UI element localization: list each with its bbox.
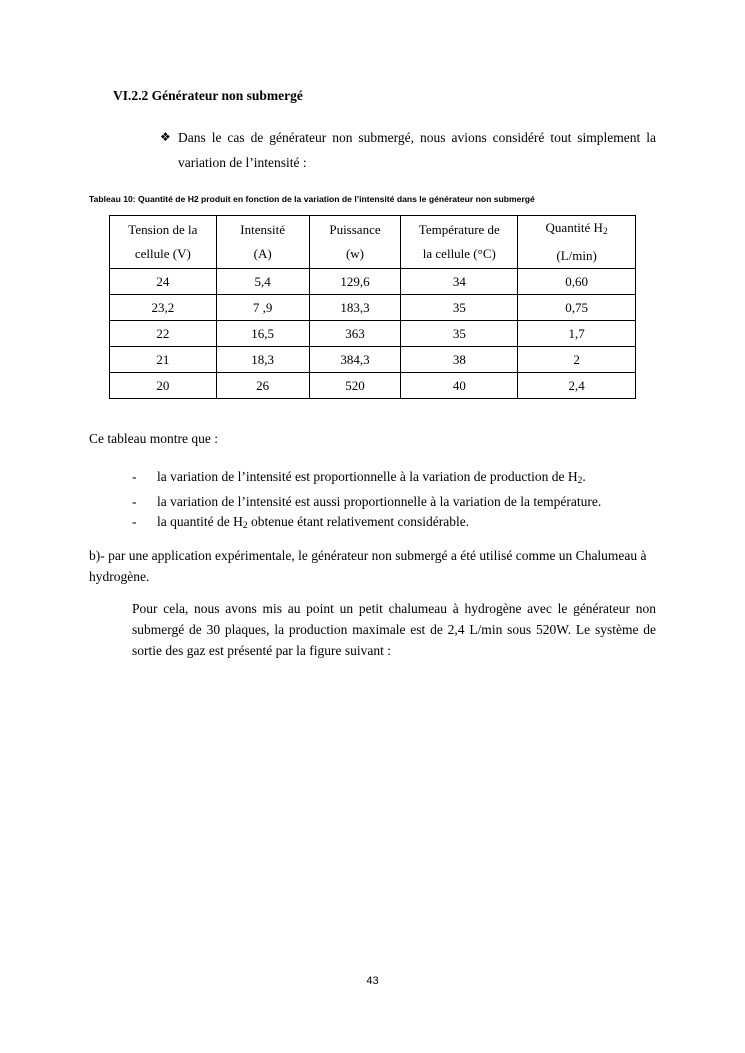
- table-cell: 2,4: [518, 373, 636, 399]
- header-cell: [518, 216, 636, 269]
- header-cell: [401, 216, 518, 269]
- subscript: 2: [242, 521, 248, 531]
- table-row: [110, 373, 636, 399]
- dash-bullet-icon: -: [132, 514, 137, 529]
- table-cell: 35: [401, 321, 518, 347]
- list-item: [125, 512, 665, 537]
- table-cell: 129,6: [309, 269, 401, 295]
- subscript: 2: [577, 476, 583, 486]
- table-cell: 18,3: [216, 347, 309, 373]
- header-line: (w): [345, 246, 364, 261]
- table-row: [110, 269, 636, 295]
- table-cell: 1,7: [518, 321, 636, 347]
- table-row: [110, 347, 636, 373]
- table-cell: 0,75: [518, 295, 636, 321]
- table-cell: 38: [401, 347, 518, 373]
- table-cell: 2: [518, 347, 636, 373]
- bullet-text: Dans le cas de générateur non submergé, nous avions considéré tout simplement la variation de l’intensité :: [178, 130, 656, 170]
- table-cell: 520: [309, 373, 401, 399]
- table-cell: 24: [110, 269, 217, 295]
- table-cell: 26: [216, 373, 309, 399]
- table-row: [110, 321, 636, 347]
- table-cell: 384,3: [309, 347, 401, 373]
- dash-list: [125, 467, 665, 537]
- table-row: [110, 295, 636, 321]
- header-line: Tension de la: [128, 222, 198, 237]
- header-cell: [216, 216, 309, 269]
- list-text: .: [582, 469, 586, 484]
- table-cell: 363: [309, 321, 401, 347]
- list-text: la quantité de H: [157, 514, 243, 529]
- table-cell: 40: [401, 373, 518, 399]
- table-header-row: [110, 216, 636, 269]
- table-cell: 183,3: [309, 295, 401, 321]
- dash-bullet-icon: -: [132, 469, 137, 484]
- header-line: cellule (V): [134, 246, 191, 261]
- intro-text: Ce tableau montre que :: [89, 431, 218, 446]
- table-cell: 20: [110, 373, 217, 399]
- bullet-paragraph: [160, 125, 656, 175]
- diamond-bullet-icon: ❖: [160, 130, 171, 144]
- page-number: 43: [366, 975, 379, 987]
- list-text: obtenue étant relativement considérable.: [247, 514, 470, 529]
- header-line: Température de: [418, 222, 500, 237]
- section-heading: VI.2.2 Générateur non submergé: [113, 88, 303, 103]
- list-item: [125, 467, 665, 492]
- table-cell: 34: [401, 269, 518, 295]
- table-cell: 23,2: [110, 295, 217, 321]
- header-line: Quantité H: [545, 220, 603, 235]
- paragraph-c: Pour cela, nous avons mis au point un petit chalumeau à hydrogène avec le générateur non submergé de 30 plaques, la production maximale est de 2,4 L/min sous 520W. Le système de sortie des gaz est présenté par la figure suivant :: [132, 601, 656, 658]
- header-line: (A): [253, 246, 272, 261]
- table-cell: 5,4: [216, 269, 309, 295]
- table-caption: Tableau 10: Quantité de H2 produit en fonction de la variation de l’intensité dans le générateur non submergé: [89, 194, 535, 204]
- data-table: [109, 215, 636, 399]
- table-cell: 0,60: [518, 269, 636, 295]
- subscript: 2: [602, 227, 608, 237]
- header-line: (L/min): [556, 248, 597, 263]
- header-cell: [309, 216, 401, 269]
- header-cell: [110, 216, 217, 269]
- table-cell: 7 ,9: [216, 295, 309, 321]
- table-cell: 35: [401, 295, 518, 321]
- list-item: [125, 492, 665, 513]
- table-cell: 16,5: [216, 321, 309, 347]
- dash-bullet-icon: -: [132, 493, 137, 509]
- list-text: la variation de l’intensité est proportionnelle à la variation de production de H: [157, 469, 578, 484]
- header-line: Puissance: [329, 222, 381, 237]
- list-text: la variation de l’intensité est aussi proportionnelle à la variation de la température.: [157, 493, 602, 509]
- header-line: la cellule (°C): [422, 246, 496, 261]
- table-cell: 22: [110, 321, 217, 347]
- paragraph-b: b)- par une application expérimentale, le générateur non submergé a été utilisé comme un Chalumeau à hydrogène.: [89, 548, 647, 584]
- table-cell: 21: [110, 347, 217, 373]
- header-line: Intensité: [240, 222, 286, 237]
